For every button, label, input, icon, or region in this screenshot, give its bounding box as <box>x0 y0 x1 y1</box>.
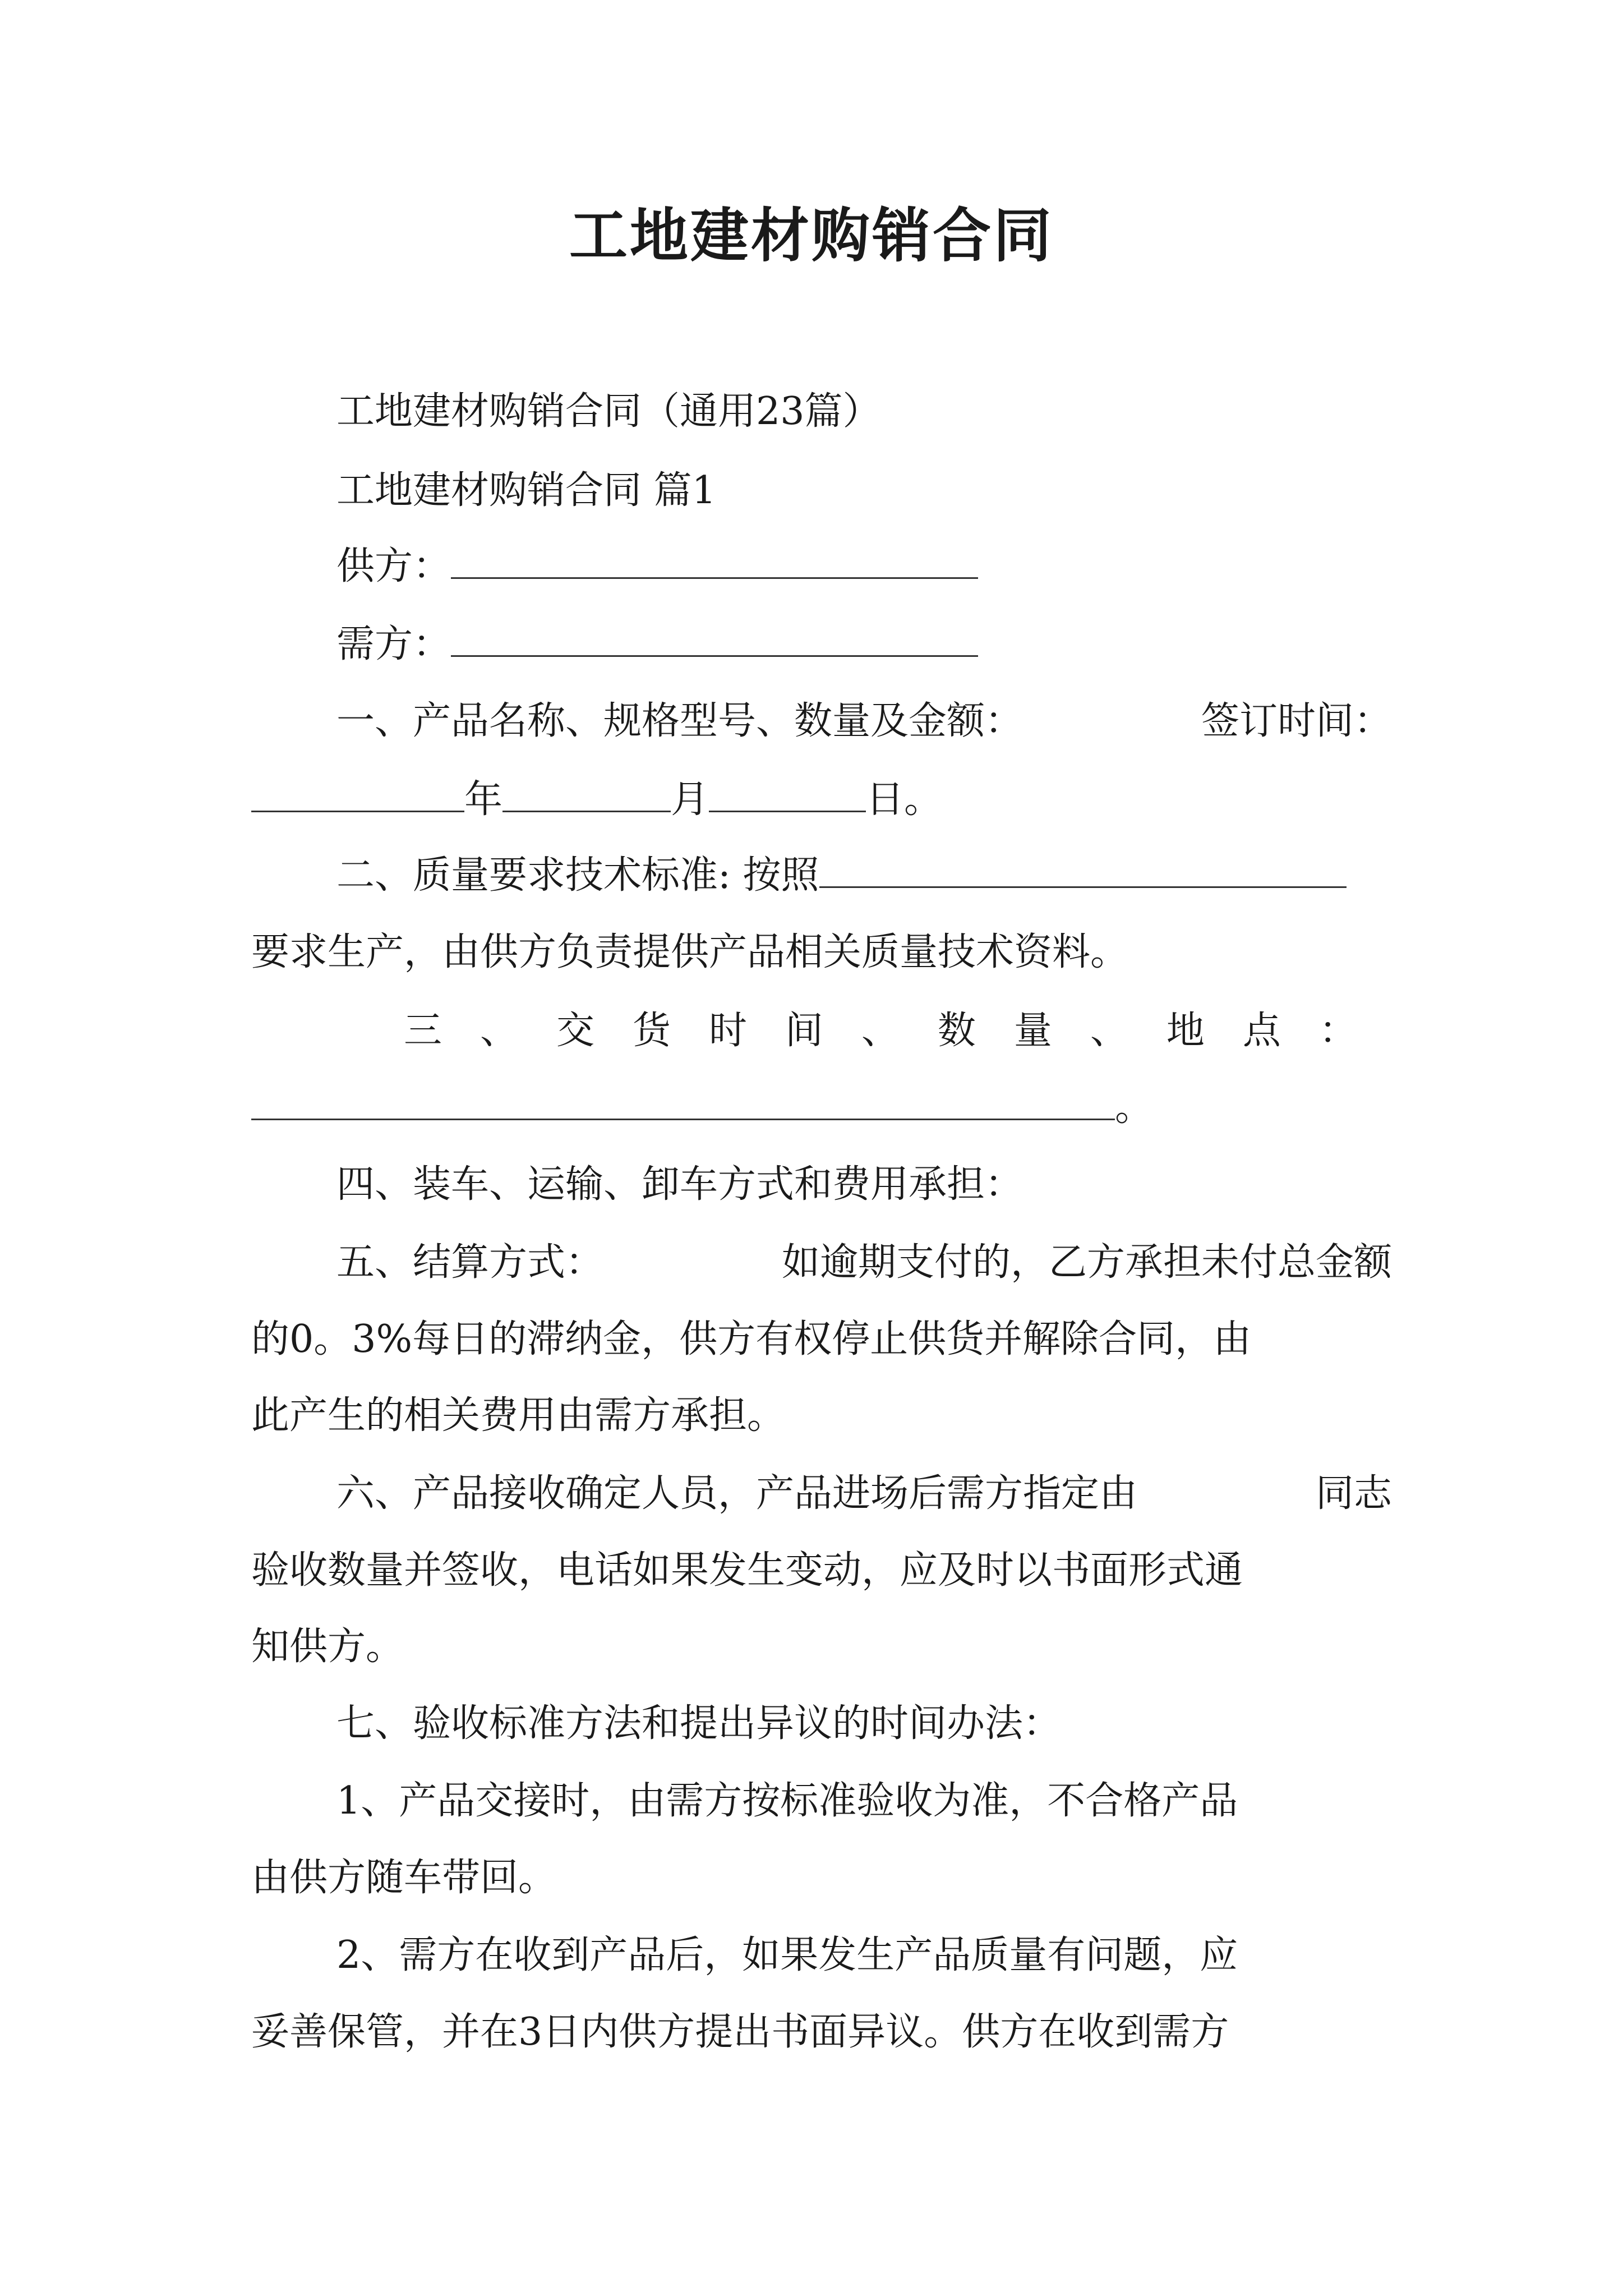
subtitle: 工地建材购销合同（通用23篇） <box>336 389 881 434</box>
s5-part: 如逾期支付的，乙方承担未付总金额 <box>781 1240 1392 1285</box>
section-7-item-2-line-1: 2、需方在收到产品后，如果发生产品质量有问题，应 <box>336 1933 1238 1977</box>
section-6-line-1 <box>336 1467 1392 1521</box>
buyer-blank <box>451 620 978 657</box>
s3-char: 点 <box>1242 1009 1281 1053</box>
buyer-line <box>336 618 978 671</box>
signing-time-label: 签订时间： <box>1201 699 1392 743</box>
s3-char: 、 <box>1090 1009 1128 1053</box>
section-5-line-3: 此产生的相关费用由需方承担。 <box>251 1393 786 1438</box>
s6-part: 六、产品接收确定人员，产品进场后需方指定由 <box>336 1471 1138 1516</box>
section-7-item-1-line-2: 由供方随车带回。 <box>251 1856 557 1900</box>
month-blank <box>502 776 671 812</box>
section-5-line-2: 的0。3%每日的滞纳金，供方有权停止供货并解除合同，由 <box>251 1317 1252 1361</box>
s3-char: 、 <box>479 1009 518 1053</box>
section-1-line <box>336 694 1392 748</box>
buyer-label: 需方： <box>336 622 451 666</box>
s3-char: 间 <box>785 1009 823 1053</box>
s3-char: 、 <box>861 1009 900 1053</box>
s3-char: 三 <box>404 1009 442 1053</box>
s3-char: 数 <box>937 1009 976 1053</box>
section-7-item-2-line-2: 妥善保管，并在3日内供方提出书面异议。供方在收到需方 <box>251 2010 1229 2054</box>
delivery-line <box>251 1081 1153 1135</box>
s3-char: ： <box>1318 1009 1357 1053</box>
supplier-label: 供方： <box>336 544 451 588</box>
year-blank <box>251 776 464 812</box>
section-4: 四、装车、运输、卸车方式和费用承担： <box>336 1162 1023 1207</box>
chapter-heading: 工地建材购销合同 篇1 <box>336 468 716 513</box>
day-label: 日。 <box>866 777 943 822</box>
document-title: 工地建材购销合同 <box>569 201 1054 270</box>
section-7-heading: 七、验收标准方法和提出异议的时间办法： <box>336 1701 1062 1746</box>
s3-char: 时 <box>708 1009 747 1053</box>
section-2-line <box>336 849 1347 903</box>
date-line <box>251 773 942 827</box>
s3-char: 量 <box>1013 1009 1052 1053</box>
s3-char: 交 <box>556 1009 594 1053</box>
section-6-line-2: 验收数量并签收，电话如果发生变动，应及时以书面形式通 <box>251 1548 1243 1593</box>
delivery-blank <box>251 1084 1115 1120</box>
delivery-end: 。 <box>1115 1085 1154 1130</box>
section-1-text: 一、产品名称、规格型号、数量及金额： <box>336 699 1023 743</box>
section-3-heading <box>404 1004 1357 1058</box>
year-label: 年 <box>464 777 503 822</box>
s3-char: 地 <box>1166 1009 1205 1053</box>
section-7-item-1-line-1: 1、产品交接时，由需方按标准验收为准，不合格产品 <box>336 1779 1238 1823</box>
section-2-prefix: 二、质量要求技术标准: 按照 <box>336 853 819 898</box>
month-label: 月 <box>671 777 709 822</box>
supplier-line <box>336 540 978 593</box>
s5-part: 五、结算方式： <box>336 1240 604 1285</box>
section-6-line-3: 知供方。 <box>251 1625 404 1669</box>
s6-part: 同志 <box>1315 1471 1392 1516</box>
supplier-blank <box>451 542 978 579</box>
section-2-cont: 要求生产，由供方负责提供产品相关质量技术资料。 <box>251 930 1129 974</box>
section-5-line-1 <box>336 1236 1392 1290</box>
s3-char: 货 <box>632 1009 671 1053</box>
standard-blank <box>819 852 1347 888</box>
day-blank <box>709 776 866 812</box>
